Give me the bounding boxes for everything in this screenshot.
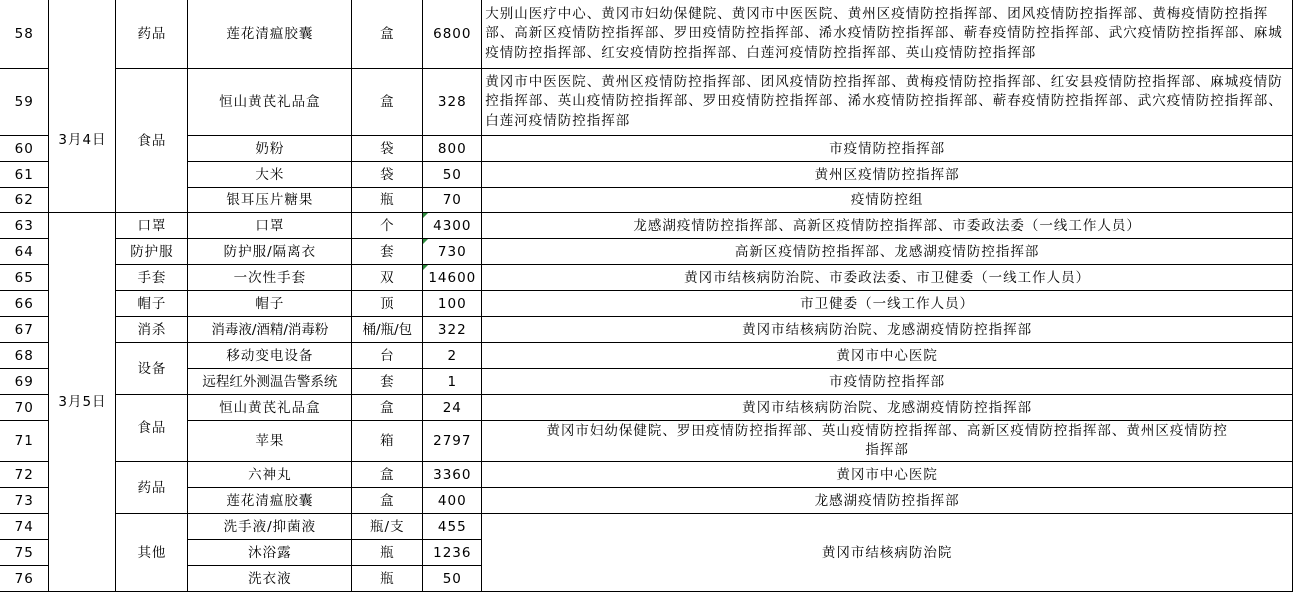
unit-cell: 套	[352, 369, 423, 395]
unit-cell: 袋	[352, 162, 423, 188]
item-name: 洗手液/抑菌液	[188, 514, 352, 540]
unit-cell: 瓶	[352, 188, 423, 213]
table-row	[0, 69, 1293, 136]
category-cell: 消杀	[116, 317, 188, 343]
recipient-cell: 黄冈市结核病防治院、龙感湖疫情防控指挥部	[482, 395, 1293, 421]
row-number: 75	[0, 540, 49, 566]
row-number: 60	[0, 136, 49, 162]
row-number: 66	[0, 291, 49, 317]
recipient-cell: 黄冈市中医医院、黄州区疫情防控指挥部、团风疫情防控指挥部、黄梅疫情防控指挥部、红安县疫情防控指挥部、麻城疫情防控指挥部、英山疫情防控指挥部、罗田疫情防控指挥部、浠水疫情防控指挥部、蕲春疫情防控指挥部、武穴疫情防控指挥部、白莲河疫情防控指挥部	[482, 69, 1293, 136]
category-cell: 口罩	[116, 213, 188, 239]
quantity-cell: 14600	[423, 265, 482, 291]
quantity-cell: 6800	[423, 0, 482, 69]
category-cell: 食品	[116, 395, 188, 462]
table-row	[0, 462, 1293, 488]
unit-cell: 盒	[352, 0, 423, 69]
item-name: 远程红外测温告警系统	[188, 369, 352, 395]
recipient-cell: 高新区疫情防控指挥部、龙感湖疫情防控指挥部	[482, 239, 1293, 265]
table-row	[0, 343, 1293, 369]
table-row	[0, 395, 1293, 421]
quantity-cell: 800	[423, 136, 482, 162]
unit-cell: 桶/瓶/包	[352, 317, 423, 343]
table-row	[0, 188, 1293, 213]
unit-cell: 瓶	[352, 566, 423, 592]
quantity-cell: 328	[423, 69, 482, 136]
recipient-cell: 黄冈市中心医院	[482, 343, 1293, 369]
category-cell: 其他	[116, 514, 188, 592]
row-number: 69	[0, 369, 49, 395]
row-number: 64	[0, 239, 49, 265]
quantity-cell: 1236	[423, 540, 482, 566]
quantity-cell: 322	[423, 317, 482, 343]
item-name: 沐浴露	[188, 540, 352, 566]
table-row	[0, 265, 1293, 291]
table-row	[0, 369, 1293, 395]
row-number: 59	[0, 69, 49, 136]
row-number: 76	[0, 566, 49, 592]
table-row	[0, 0, 1293, 69]
recipient-cell: 龙感湖疫情防控指挥部、高新区疫情防控指挥部、市委政法委（一线工作人员）	[482, 213, 1293, 239]
date-cell: 3月5日	[49, 213, 116, 592]
recipient-cell: 黄冈市结核病防治院、龙感湖疫情防控指挥部	[482, 317, 1293, 343]
row-number: 70	[0, 395, 49, 421]
recipient-cell: 黄冈市结核病防治院、市委政法委、市卫健委（一线工作人员）	[482, 265, 1293, 291]
quantity-cell: 50	[423, 162, 482, 188]
unit-cell: 个	[352, 213, 423, 239]
item-name: 大米	[188, 162, 352, 188]
item-name: 莲花清瘟胶囊	[188, 0, 352, 69]
row-number: 74	[0, 514, 49, 540]
table-row	[0, 239, 1293, 265]
quantity-cell: 730	[423, 239, 482, 265]
table-row	[0, 421, 1293, 462]
item-name: 苹果	[188, 421, 352, 462]
row-number: 67	[0, 317, 49, 343]
item-name: 恒山黄芪礼品盒	[188, 69, 352, 136]
category-cell: 设备	[116, 343, 188, 395]
table-row	[0, 162, 1293, 188]
unit-cell: 袋	[352, 136, 423, 162]
table-row	[0, 514, 1293, 540]
recipient-cell: 市卫健委（一线工作人员）	[482, 291, 1293, 317]
table-row	[0, 317, 1293, 343]
category-cell: 帽子	[116, 291, 188, 317]
quantity-cell: 2797	[423, 421, 482, 462]
row-number: 65	[0, 265, 49, 291]
unit-cell: 套	[352, 239, 423, 265]
unit-cell: 盒	[352, 462, 423, 488]
row-number: 62	[0, 188, 49, 213]
category-cell: 手套	[116, 265, 188, 291]
item-name: 奶粉	[188, 136, 352, 162]
recipient-cell: 市疫情防控指挥部	[482, 369, 1293, 395]
quantity-cell: 100	[423, 291, 482, 317]
item-name: 银耳压片糖果	[188, 188, 352, 213]
quantity-cell: 4300	[423, 213, 482, 239]
quantity-cell: 2	[423, 343, 482, 369]
row-number: 61	[0, 162, 49, 188]
recipient-cell: 大别山医疗中心、黄冈市妇幼保健院、黄冈市中医医院、黄州区疫情防控指挥部、团风疫情防控指挥部、黄梅疫情防控指挥部、高新区疫情防控指挥部、罗田疫情防控指挥部、浠水疫情防控指挥部、蕲春疫情防控指挥部、武穴疫情防控指挥部、麻城疫情防控指挥部、红安疫情防控指挥部、白莲河疫情防控指挥部、英山疫情防控指挥部	[482, 0, 1293, 69]
recipient-cell: 黄冈市妇幼保健院、罗田疫情防控指挥部、英山疫情防控指挥部、高新区疫情防控指挥部、黄州区疫情防控指挥部	[482, 421, 1293, 462]
quantity-cell: 50	[423, 566, 482, 592]
recipient-cell: 黄州区疫情防控指挥部	[482, 162, 1293, 188]
date-cell	[49, 0, 116, 69]
unit-cell: 箱	[352, 421, 423, 462]
row-number: 68	[0, 343, 49, 369]
quantity-cell: 400	[423, 488, 482, 514]
table-row	[0, 488, 1293, 514]
recipient-cell: 龙感湖疫情防控指挥部	[482, 488, 1293, 514]
recipient-cell: 疫情防控组	[482, 188, 1293, 213]
category-cell: 食品	[116, 69, 188, 213]
quantity-cell: 70	[423, 188, 482, 213]
item-name: 一次性手套	[188, 265, 352, 291]
row-number: 72	[0, 462, 49, 488]
row-number: 63	[0, 213, 49, 239]
recipient-cell: 市疫情防控指挥部	[482, 136, 1293, 162]
item-name: 帽子	[188, 291, 352, 317]
recipient-cell: 黄冈市结核病防治院	[482, 514, 1293, 592]
unit-cell: 台	[352, 343, 423, 369]
category-cell: 药品	[116, 462, 188, 514]
item-name: 口罩	[188, 213, 352, 239]
unit-cell: 瓶	[352, 540, 423, 566]
item-name: 洗衣液	[188, 566, 352, 592]
item-name: 恒山黄芪礼品盒	[188, 395, 352, 421]
item-name: 防护服/隔离衣	[188, 239, 352, 265]
quantity-cell: 1	[423, 369, 482, 395]
unit-cell: 双	[352, 265, 423, 291]
row-number: 58	[0, 0, 49, 69]
table-row	[0, 291, 1293, 317]
item-name: 消毒液/酒精/消毒粉	[188, 317, 352, 343]
item-name: 莲花清瘟胶囊	[188, 488, 352, 514]
unit-cell: 瓶/支	[352, 514, 423, 540]
recipient-cell: 黄冈市中心医院	[482, 462, 1293, 488]
date-cell: 3月4日	[49, 69, 116, 213]
quantity-cell: 24	[423, 395, 482, 421]
table-row	[0, 136, 1293, 162]
row-number: 73	[0, 488, 49, 514]
category-cell: 药品	[116, 0, 188, 69]
row-number: 71	[0, 421, 49, 462]
category-cell: 防护服	[116, 239, 188, 265]
table-row	[0, 213, 1293, 239]
unit-cell: 顶	[352, 291, 423, 317]
unit-cell: 盒	[352, 69, 423, 136]
unit-cell: 盒	[352, 488, 423, 514]
item-name: 移动变电设备	[188, 343, 352, 369]
quantity-cell: 455	[423, 514, 482, 540]
item-name: 六神丸	[188, 462, 352, 488]
unit-cell: 盒	[352, 395, 423, 421]
quantity-cell: 3360	[423, 462, 482, 488]
